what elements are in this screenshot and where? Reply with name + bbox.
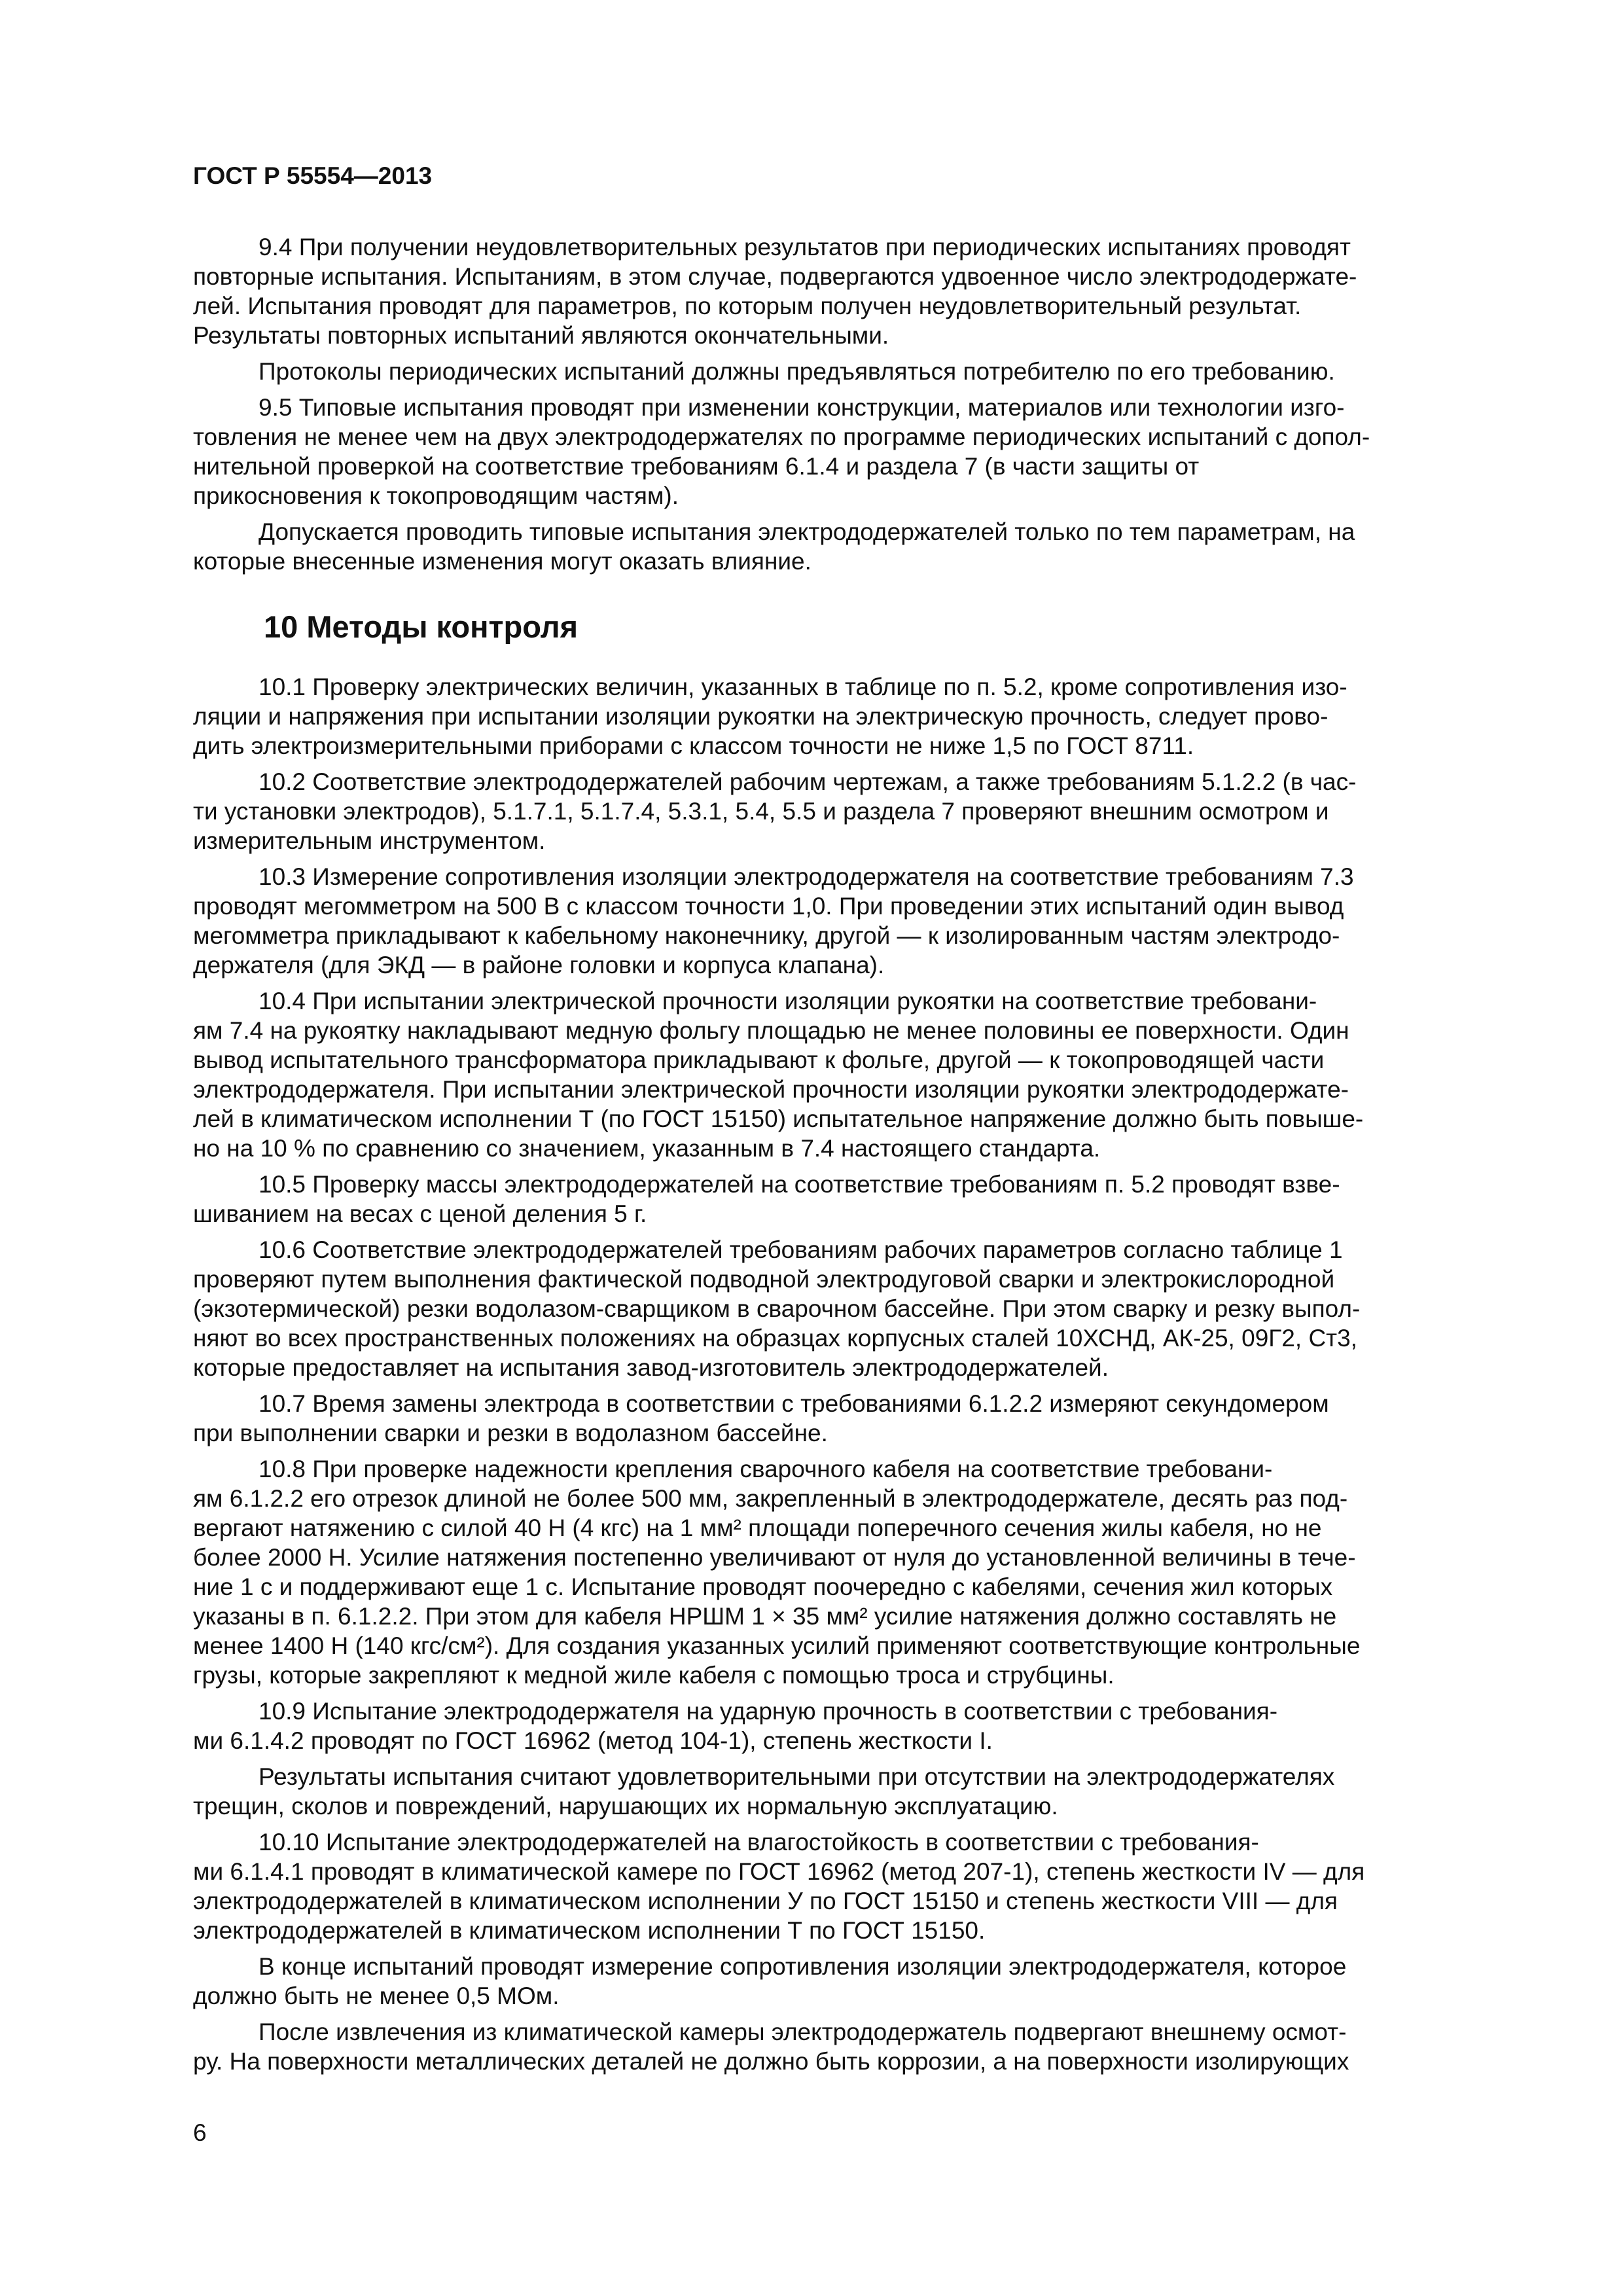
paragraph-10-6: 10.6 Соответствие электрододержателей требованиям рабочих параметров согласно таблице 1 проверяют путем выполнения фактической подводной электродуговой сварки и электрокислородной (экзотермической) резки водолазом-сварщиком в сварочном бассейне. При этом сварку и резку выпол- няют во всех пространственных положениях на образцах корпусных сталей 10ХСНД, АК-25, 09Г2, Ст3, которые предоставляет на испытания завод-изготовитель электрододержателей. — [193, 1236, 1361, 1381]
paragraph-10-7: 10.7 Время замены электрода в соответствии с требованиями 6.1.2.2 измеряют секундомером при выполнении сварки и резки в водолазном бассейне. — [193, 1390, 1329, 1446]
paragraph-type-tests: Допускается проводить типовые испытания электрододержателей только по тем параметрам, на которые внесенные изменения могут оказать влияние. — [193, 518, 1355, 575]
paragraph-inspection: После извлечения из климатической камеры электрододержатель подвергают внешнему осмот- ру. На поверхности металлических деталей не должно быть коррозии, а на поверхности изолирующих — [193, 2018, 1349, 2075]
paragraph-10-5: 10.5 Проверку массы электрододержателей на соответствие требованиям п. 5.2 проводят взве- шиванием на весах с ценой деления 5 г. — [193, 1171, 1340, 1227]
document-body — [193, 232, 1520, 2083]
paragraph-10-3: 10.3 Измерение сопротивления изоляции электрододержателя на соответствие требованиям 7.3 проводят мегомметром на 500 В с классом точности 1,0. При проведении этих испытаний один вывод мегомметра прикладывают к кабельному наконечнику, другой — к изолированным частям электродо- держателя (для ЭКД — в районе головки и корпуса клапана). — [193, 863, 1354, 978]
paragraph-10-8: 10.8 При проверке надежности крепления сварочного кабеля на соответствие требовани- ям 6.1.2.2 его отрезок длиной не более 500 мм, закрепленный в электрододержателе, десять раз под- вергают натяжению с силой 40 Н (4 кгс) на 1 мм² площади поперечного сечения жилы кабеля, но не более 2000 Н. Усилие натяжения постепенно увеличивают от нуля до установленной величины в тече- ние 1 с и поддерживают еще 1 с. Испытание проводят поочередно с кабелями, сечения жил которых указаны в п. 6.1.2.2. При этом для кабеля НРШМ 1 × 35 мм² усилие натяжения должно составлять не менее 1400 Н (140 кгс/см²). Для создания указанных усилий применяют соответствующие контрольные грузы, которые закрепляют к медной жиле кабеля с помощью троса и струбцины. — [193, 1456, 1361, 1689]
page-number: 6 — [193, 2119, 207, 2146]
paragraph-results: Результаты испытания считают удовлетворительными при отсутствии на электрододержателях трещин, сколов и повреждений, нарушающих их нормальную эксплуатацию. — [193, 1763, 1335, 1820]
paragraph-insulation-end: В конце испытаний проводят измерение сопротивления изоляции электрододержателя, которое должно быть не менее 0,5 МОм. — [193, 1953, 1347, 2009]
document-header: ГОСТ Р 55554—2013 — [193, 162, 433, 189]
paragraph-protocols: Протоколы периодических испытаний должны предъявляться потребителю по его требованию. — [259, 358, 1335, 385]
paragraph-10-10: 10.10 Испытание электрододержателей на влагостойкость в соответствии с требования- ми 6.1.4.1 проводят в климатической камере по ГОСТ 16962 (метод 207-1), степень жесткости IV — для электрододержателей в климатическом исполнении У по ГОСТ 15150 и степень жесткости VIII — для электрододержателей в климатическом исполнении Т по ГОСТ 15150. — [193, 1829, 1365, 1944]
paragraph-10-9: 10.9 Испытание электрододержателя на ударную прочность в соответствии с требования- ми 6.1.4.2 проводят по ГОСТ 16962 (метод 104-1), степень жесткости I. — [193, 1698, 1278, 1754]
paragraph-10-1: 10.1 Проверку электрических величин, указанных в таблице по п. 5.2, кроме сопротивления изо- ляции и напряжения при испытании изоляции рукоятки на электрическую прочность, следует прово- дить электроизмерительными приборами с классом точности не ниже 1,5 по ГОСТ 8711. — [193, 673, 1347, 759]
section-title: 10 Методы контроля — [264, 609, 579, 644]
paragraph-9-5: 9.5 Типовые испытания проводят при изменении конструкции, материалов или технологии изго- товления не менее чем на двух электрододержателях по программе периодических испытаний с допол- нительной проверкой на соответствие требованиям 6.1.4 и раздела 7 (в части защиты от прикосновения к токопроводящим частям). — [193, 394, 1370, 509]
paragraph-10-2: 10.2 Соответствие электрододержателей рабочим чертежам, а также требованиям 5.1.2.2 (в час- ти установки электродов), 5.1.7.1, 5.1.7.4, 5.3.1, 5.4, 5.5 и раздела 7 проверяют внешним осмотром и измерительным инструментом. — [193, 768, 1357, 854]
paragraph-9-4: 9.4 При получении неудовлетворительных результатов при периодических испытаниях проводят повторные испытания. Испытаниям, в этом случае, подвергаются удвоенное число электрододержате- лей. Испытания проводят для параметров, по которым получен неудовлетворительный результат. Результаты повторных испытаний являются окончательными. — [193, 234, 1357, 349]
paragraph-10-4: 10.4 При испытании электрической прочности изоляции рукоятки на соответствие требовани- ям 7.4 на рукоятку накладывают медную фольгу площадью не менее половины ее поверхности. Один вывод испытательного трансформатора прикладывают к фольге, другой — к токопроводящей части электрододержателя. При испытании электрической прочности изоляции рукоятки электрододержате- лей в климатическом исполнении Т (по ГОСТ 15150) испытательное напряжение должно быть повыше- но на 10 % по сравнению со значением, указанным в 7.4 настоящего стандарта. — [193, 988, 1364, 1162]
